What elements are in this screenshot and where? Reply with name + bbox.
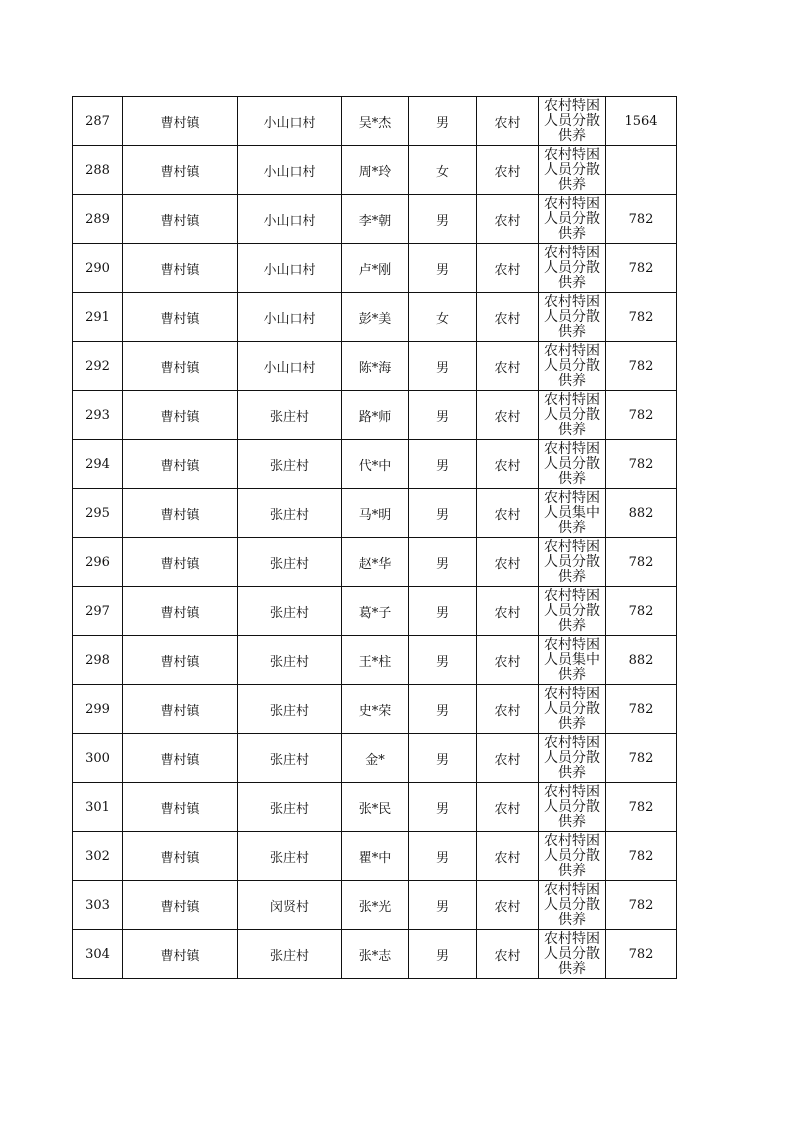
support-category-line: 人员分散 [544, 946, 600, 962]
support-category-text [539, 783, 605, 831]
cell-gender: 男 [409, 342, 477, 391]
table-body [73, 97, 677, 979]
cell-village: 小山口村 [238, 97, 342, 146]
support-category-line: 农村特困 [544, 686, 600, 702]
support-category-line: 人员分散 [544, 162, 600, 178]
support-category-line: 人员分散 [544, 848, 600, 864]
support-category-text [539, 881, 605, 929]
support-category-line: 供养 [558, 471, 586, 487]
support-category-line: 供养 [558, 226, 586, 242]
table-row [73, 97, 677, 146]
cell-household-type: 农村 [477, 195, 539, 244]
support-category-text [539, 734, 605, 782]
cell-amount: 782 [606, 930, 677, 979]
cell-household-type: 农村 [477, 930, 539, 979]
table-row [73, 587, 677, 636]
cell-serial-number: 302 [73, 832, 123, 881]
cell-village: 张庄村 [238, 538, 342, 587]
cell-household-type: 农村 [477, 538, 539, 587]
cell-person-name: 张*光 [342, 881, 409, 930]
cell-gender: 男 [409, 587, 477, 636]
support-category-text [539, 489, 605, 537]
support-category-line: 人员分散 [544, 750, 600, 766]
support-category-text [539, 685, 605, 733]
support-category-line: 农村特困 [544, 392, 600, 408]
cell-serial-number: 299 [73, 685, 123, 734]
support-category-line: 供养 [558, 569, 586, 585]
support-category-line: 人员集中 [544, 652, 600, 668]
cell-support-category [539, 195, 606, 244]
support-category-line: 农村特困 [544, 882, 600, 898]
cell-person-name: 吴*杰 [342, 97, 409, 146]
cell-person-name: 瞿*中 [342, 832, 409, 881]
cell-town: 曹村镇 [123, 97, 238, 146]
cell-amount: 782 [606, 587, 677, 636]
support-category-text [539, 293, 605, 341]
cell-serial-number: 298 [73, 636, 123, 685]
cell-amount: 882 [606, 636, 677, 685]
support-category-line: 供养 [558, 520, 586, 536]
cell-serial-number: 294 [73, 440, 123, 489]
support-category-line: 供养 [558, 324, 586, 340]
table-row [73, 930, 677, 979]
cell-support-category [539, 832, 606, 881]
cell-amount: 782 [606, 832, 677, 881]
cell-person-name: 葛*子 [342, 587, 409, 636]
cell-amount: 782 [606, 734, 677, 783]
support-category-line: 人员分散 [544, 554, 600, 570]
cell-person-name: 赵*华 [342, 538, 409, 587]
table-row [73, 832, 677, 881]
cell-person-name: 周*玲 [342, 146, 409, 195]
support-category-line: 农村特困 [544, 196, 600, 212]
cell-amount: 782 [606, 881, 677, 930]
cell-gender: 男 [409, 97, 477, 146]
support-category-line: 供养 [558, 814, 586, 830]
cell-gender: 男 [409, 783, 477, 832]
cell-village: 张庄村 [238, 832, 342, 881]
support-category-text [539, 97, 605, 145]
cell-gender: 女 [409, 293, 477, 342]
cell-support-category [539, 685, 606, 734]
cell-gender: 男 [409, 832, 477, 881]
cell-village: 张庄村 [238, 440, 342, 489]
support-category-line: 人员分散 [544, 701, 600, 717]
support-category-line: 农村特困 [544, 98, 600, 114]
support-category-line: 农村特困 [544, 588, 600, 604]
cell-serial-number: 301 [73, 783, 123, 832]
cell-town: 曹村镇 [123, 293, 238, 342]
support-category-text [539, 440, 605, 488]
cell-village: 小山口村 [238, 244, 342, 293]
support-category-line: 人员分散 [544, 260, 600, 276]
cell-serial-number: 291 [73, 293, 123, 342]
support-category-line: 农村特困 [544, 931, 600, 947]
cell-household-type: 农村 [477, 685, 539, 734]
cell-person-name: 王*柱 [342, 636, 409, 685]
cell-person-name: 陈*海 [342, 342, 409, 391]
cell-town: 曹村镇 [123, 538, 238, 587]
cell-amount: 782 [606, 293, 677, 342]
cell-serial-number: 297 [73, 587, 123, 636]
cell-village: 张庄村 [238, 489, 342, 538]
table-row [73, 734, 677, 783]
support-category-line: 农村特困 [544, 735, 600, 751]
cell-serial-number: 300 [73, 734, 123, 783]
support-category-line: 农村特困 [544, 294, 600, 310]
cell-household-type: 农村 [477, 489, 539, 538]
support-category-text [539, 832, 605, 880]
cell-household-type: 农村 [477, 636, 539, 685]
cell-town: 曹村镇 [123, 440, 238, 489]
cell-person-name: 彭*美 [342, 293, 409, 342]
support-category-line: 人员分散 [544, 113, 600, 129]
support-category-line: 人员分散 [544, 799, 600, 815]
support-category-text [539, 930, 605, 978]
support-category-line: 供养 [558, 765, 586, 781]
support-category-line: 农村特困 [544, 637, 600, 653]
cell-person-name: 马*明 [342, 489, 409, 538]
cell-person-name: 代*中 [342, 440, 409, 489]
cell-town: 曹村镇 [123, 832, 238, 881]
cell-household-type: 农村 [477, 734, 539, 783]
cell-support-category [539, 636, 606, 685]
cell-serial-number: 303 [73, 881, 123, 930]
support-category-text [539, 244, 605, 292]
table-row [73, 881, 677, 930]
cell-support-category [539, 881, 606, 930]
support-category-line: 农村特困 [544, 490, 600, 506]
cell-village: 张庄村 [238, 587, 342, 636]
cell-town: 曹村镇 [123, 734, 238, 783]
support-category-text [539, 636, 605, 684]
cell-serial-number: 292 [73, 342, 123, 391]
cell-person-name: 卢*刚 [342, 244, 409, 293]
support-category-line: 人员集中 [544, 505, 600, 521]
table-row [73, 538, 677, 587]
cell-village: 小山口村 [238, 195, 342, 244]
support-category-line: 供养 [558, 373, 586, 389]
support-category-line: 人员分散 [544, 358, 600, 374]
cell-support-category [539, 97, 606, 146]
support-category-line: 人员分散 [544, 309, 600, 325]
cell-support-category [539, 489, 606, 538]
cell-gender: 男 [409, 930, 477, 979]
cell-village: 张庄村 [238, 391, 342, 440]
beneficiary-table [72, 96, 677, 979]
cell-village: 小山口村 [238, 342, 342, 391]
cell-amount: 1564 [606, 97, 677, 146]
cell-household-type: 农村 [477, 146, 539, 195]
cell-person-name: 史*荣 [342, 685, 409, 734]
support-category-line: 人员分散 [544, 603, 600, 619]
cell-gender: 男 [409, 881, 477, 930]
cell-village: 张庄村 [238, 930, 342, 979]
cell-gender: 女 [409, 146, 477, 195]
table-row [73, 342, 677, 391]
support-category-line: 供养 [558, 618, 586, 634]
cell-village: 张庄村 [238, 783, 342, 832]
cell-town: 曹村镇 [123, 195, 238, 244]
cell-gender: 男 [409, 244, 477, 293]
cell-support-category [539, 783, 606, 832]
cell-support-category [539, 587, 606, 636]
cell-gender: 男 [409, 636, 477, 685]
cell-village: 张庄村 [238, 734, 342, 783]
cell-household-type: 农村 [477, 587, 539, 636]
cell-serial-number: 304 [73, 930, 123, 979]
cell-support-category [539, 538, 606, 587]
cell-town: 曹村镇 [123, 146, 238, 195]
support-category-line: 农村特困 [544, 784, 600, 800]
cell-gender: 男 [409, 391, 477, 440]
support-category-line: 农村特困 [544, 245, 600, 261]
support-category-line: 人员分散 [544, 897, 600, 913]
support-category-line: 供养 [558, 863, 586, 879]
cell-household-type: 农村 [477, 293, 539, 342]
cell-town: 曹村镇 [123, 244, 238, 293]
cell-household-type: 农村 [477, 881, 539, 930]
support-category-line: 人员分散 [544, 407, 600, 423]
table-row [73, 244, 677, 293]
cell-gender: 男 [409, 734, 477, 783]
table-row [73, 293, 677, 342]
cell-town: 曹村镇 [123, 391, 238, 440]
support-category-line: 供养 [558, 275, 586, 291]
cell-support-category [539, 342, 606, 391]
cell-village: 闵贤村 [238, 881, 342, 930]
support-category-text [539, 195, 605, 243]
support-category-text [539, 146, 605, 194]
cell-support-category [539, 734, 606, 783]
cell-town: 曹村镇 [123, 881, 238, 930]
cell-amount [606, 146, 677, 195]
cell-amount: 782 [606, 685, 677, 734]
table-row [73, 195, 677, 244]
cell-town: 曹村镇 [123, 587, 238, 636]
support-category-text [539, 538, 605, 586]
cell-amount: 782 [606, 195, 677, 244]
support-category-text [539, 391, 605, 439]
support-category-line: 农村特困 [544, 147, 600, 163]
cell-household-type: 农村 [477, 244, 539, 293]
support-category-line: 农村特困 [544, 343, 600, 359]
support-category-line: 供养 [558, 177, 586, 193]
cell-support-category [539, 391, 606, 440]
cell-person-name: 金* [342, 734, 409, 783]
cell-support-category [539, 440, 606, 489]
table-row [73, 146, 677, 195]
cell-serial-number: 287 [73, 97, 123, 146]
table-row [73, 440, 677, 489]
table-row [73, 489, 677, 538]
cell-household-type: 农村 [477, 391, 539, 440]
support-category-line: 供养 [558, 912, 586, 928]
cell-town: 曹村镇 [123, 930, 238, 979]
cell-town: 曹村镇 [123, 636, 238, 685]
cell-town: 曹村镇 [123, 342, 238, 391]
cell-amount: 882 [606, 489, 677, 538]
cell-town: 曹村镇 [123, 685, 238, 734]
support-category-line: 农村特困 [544, 539, 600, 555]
cell-person-name: 路*师 [342, 391, 409, 440]
cell-town: 曹村镇 [123, 489, 238, 538]
cell-amount: 782 [606, 538, 677, 587]
support-category-line: 供养 [558, 128, 586, 144]
cell-gender: 男 [409, 440, 477, 489]
table-row [73, 391, 677, 440]
cell-village: 张庄村 [238, 636, 342, 685]
cell-household-type: 农村 [477, 783, 539, 832]
cell-serial-number: 290 [73, 244, 123, 293]
table-row [73, 636, 677, 685]
cell-gender: 男 [409, 195, 477, 244]
cell-gender: 男 [409, 489, 477, 538]
cell-serial-number: 288 [73, 146, 123, 195]
support-category-text [539, 342, 605, 390]
table-row [73, 685, 677, 734]
cell-serial-number: 295 [73, 489, 123, 538]
cell-gender: 男 [409, 685, 477, 734]
support-category-line: 供养 [558, 716, 586, 732]
support-category-line: 供养 [558, 667, 586, 683]
cell-household-type: 农村 [477, 97, 539, 146]
cell-person-name: 李*朝 [342, 195, 409, 244]
cell-serial-number: 289 [73, 195, 123, 244]
cell-household-type: 农村 [477, 832, 539, 881]
cell-amount: 782 [606, 244, 677, 293]
cell-support-category [539, 930, 606, 979]
support-category-line: 供养 [558, 422, 586, 438]
cell-support-category [539, 293, 606, 342]
cell-serial-number: 296 [73, 538, 123, 587]
cell-serial-number: 293 [73, 391, 123, 440]
cell-amount: 782 [606, 391, 677, 440]
table-row [73, 783, 677, 832]
cell-village: 小山口村 [238, 146, 342, 195]
support-category-line: 供养 [558, 961, 586, 977]
cell-village: 张庄村 [238, 685, 342, 734]
support-category-line: 人员分散 [544, 456, 600, 472]
support-category-line: 农村特困 [544, 833, 600, 849]
cell-household-type: 农村 [477, 440, 539, 489]
support-category-line: 人员分散 [544, 211, 600, 227]
cell-support-category [539, 244, 606, 293]
support-category-line: 农村特困 [544, 441, 600, 457]
cell-amount: 782 [606, 342, 677, 391]
cell-village: 小山口村 [238, 293, 342, 342]
support-category-text [539, 587, 605, 635]
cell-amount: 782 [606, 783, 677, 832]
cell-town: 曹村镇 [123, 783, 238, 832]
cell-gender: 男 [409, 538, 477, 587]
cell-household-type: 农村 [477, 342, 539, 391]
cell-support-category [539, 146, 606, 195]
cell-person-name: 张*志 [342, 930, 409, 979]
cell-amount: 782 [606, 440, 677, 489]
cell-person-name: 张*民 [342, 783, 409, 832]
